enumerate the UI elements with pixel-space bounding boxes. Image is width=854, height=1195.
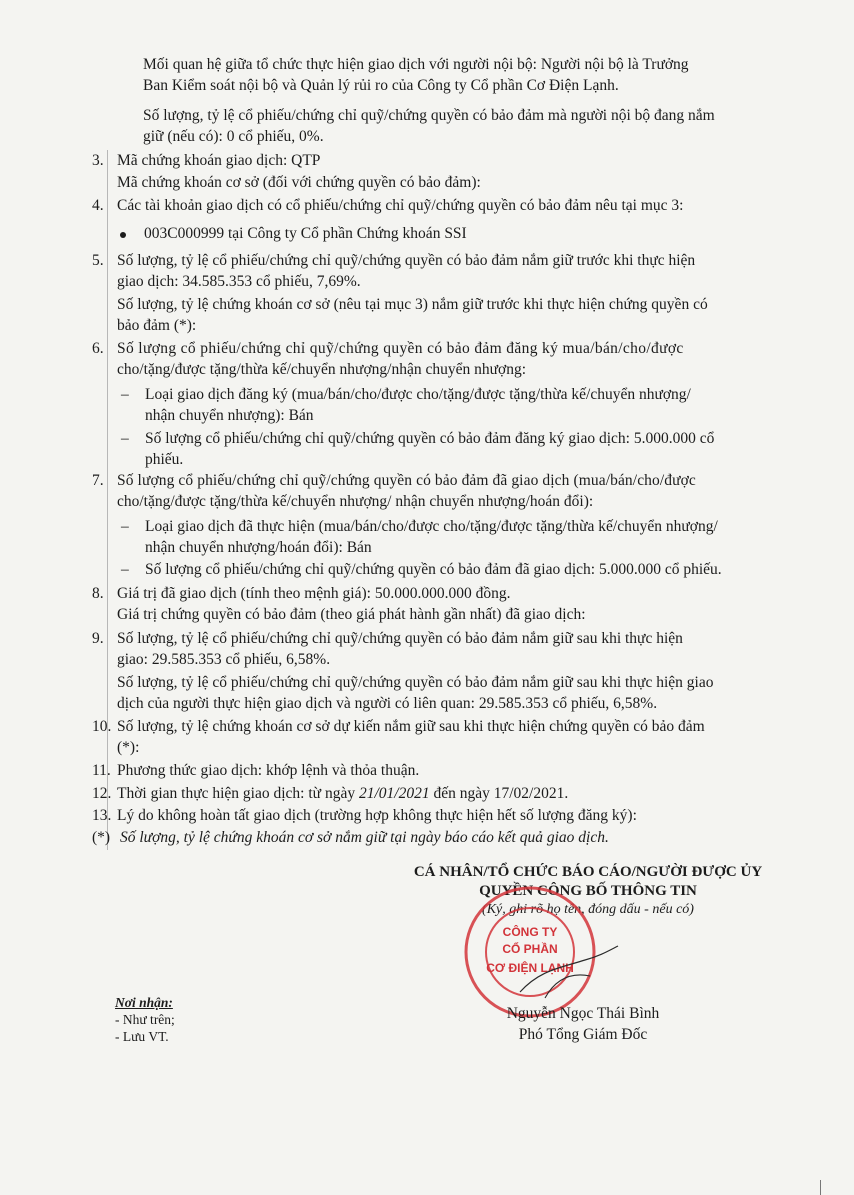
- relationship-line-1: Mối quan hệ giữa tổ chức thực hiện giao dịch với người nội bộ: Người nội bộ là Trưởng: [143, 56, 689, 73]
- item-6-line-1: Số lượng cổ phiếu/chứng chỉ quỹ/chứng quyền có bảo đảm đăng ký mua/bán/cho/được: [117, 340, 684, 357]
- footnote-mark: (*): [92, 829, 111, 846]
- signature-title-line-1: CÁ NHÂN/TỔ CHỨC BÁO CÁO/NGƯỜI ĐƯỢC ỦY: [413, 864, 763, 880]
- insider-holding-line-1: Số lượng, tỷ lệ cổ phiếu/chứng chỉ quỹ/chứng quyền có bảo đảm mà người nội bộ đang nắm: [143, 107, 715, 124]
- item-5-line-1: Số lượng, tỷ lệ cổ phiếu/chứng chỉ quỹ/chứng quyền có bảo đảm nắm giữ trước khi thực hiện: [117, 252, 696, 269]
- item-number-11: 11.: [92, 762, 111, 779]
- item-9-line-3: Số lượng, tỷ lệ cổ phiếu/chứng chỉ quỹ/chứng quyền có bảo đảm nắm giữ sau khi thực hiện giao: [117, 674, 714, 691]
- item-5-line-2: giao dịch: 34.585.353 cổ phiếu, 7,69%.: [117, 273, 361, 290]
- item-10-line-2: (*):: [117, 739, 140, 756]
- item-number-4: 4.: [92, 197, 104, 214]
- item-8-line-1: Giá trị đã giao dịch (tính theo mệnh giá): 50.000.000.000 đồng.: [117, 585, 511, 602]
- dash-icon: –: [121, 561, 129, 578]
- item-12-end-text: đến ngày 17/02/2021.: [429, 785, 569, 802]
- signature-hint: (Ký, ghi rõ họ tên, đóng dấu - nếu có): [482, 902, 694, 917]
- item-8-line-2: Giá trị chứng quyền có bảo đảm (theo giá phát hành gần nhất) đã giao dịch:: [117, 606, 586, 623]
- item-10-line-1: Số lượng, tỷ lệ chứng khoán cơ sở dự kiến nắm giữ sau khi thực hiện chứng quyền có bảo đảm: [117, 718, 705, 735]
- dash-icon: –: [121, 386, 129, 403]
- insider-holding-line-2: giữ (nếu có): 0 cổ phiếu, 0%.: [143, 128, 324, 145]
- recipients-heading: Nơi nhận:: [115, 995, 173, 1010]
- footnote-text: Số lượng, tỷ lệ chứng khoán cơ sở nắm giữ tại ngày báo cáo kết quả giao dịch.: [120, 829, 609, 846]
- item-number-10: 10.: [92, 718, 112, 735]
- signature-title-line-2: QUYỀN CÔNG BỐ THÔNG TIN: [479, 883, 697, 899]
- item-number-3: 3.: [92, 152, 104, 169]
- item-number-8: 8.: [92, 585, 104, 602]
- item-13-line: Lý do không hoàn tất giao dịch (trường hợp không thực hiện hết số lượng đăng ký):: [117, 807, 637, 824]
- item-6-line-6: phiếu.: [145, 451, 184, 468]
- seal-line-2: CỔ PHẦN: [502, 942, 558, 956]
- signer-position: Phó Tổng Giám Đốc: [518, 1026, 648, 1043]
- item-9-line-1: Số lượng, tỷ lệ cổ phiếu/chứng chỉ quỹ/chứng quyền có bảo đảm nắm giữ sau khi thực hiện: [117, 630, 683, 647]
- item-6-line-3: Loại giao dịch đăng ký (mua/bán/cho/được cho/tặng/được tặng/thừa kế/chuyển nhượng/: [145, 386, 691, 403]
- item-number-6: 6.: [92, 340, 104, 357]
- item-7-line-4: nhận chuyển nhượng/hoán đổi): Bán: [145, 539, 372, 556]
- item-9-line-2: giao: 29.585.353 cổ phiếu, 6,58%.: [117, 651, 331, 668]
- item-number-5: 5.: [92, 252, 104, 269]
- item-12-text: Thời gian thực hiện giao dịch: từ ngày: [117, 785, 359, 802]
- item-7-line-1: Số lượng cổ phiếu/chứng chỉ quỹ/chứng quyền có bảo đảm đã giao dịch (mua/bán/cho/được: [117, 472, 696, 489]
- item-12-start-date: 21/01/2021: [358, 785, 430, 802]
- left-margin-rule: [107, 150, 108, 850]
- relationship-line-2: Ban Kiểm soát nội bộ và Quản lý rủi ro của Công ty Cổ phần Cơ Điện Lạnh.: [143, 77, 619, 94]
- dash-icon: –: [121, 518, 129, 535]
- item-7-line-5: Số lượng cổ phiếu/chứng chỉ quỹ/chứng quyền có bảo đảm đã giao dịch: 5.000.000 cổ phiếu.: [145, 561, 722, 578]
- item-9-line-4: dịch của người thực hiện giao dịch và người có liên quan: 29.585.353 cổ phiếu, 6,58%.: [117, 695, 658, 712]
- item-5-line-3: Số lượng, tỷ lệ chứng khoán cơ sở (nêu tại mục 3) nắm giữ trước khi thực hiện chứng quyền có: [117, 296, 708, 313]
- right-edge-mark: [820, 1180, 821, 1195]
- item-number-7: 7.: [92, 472, 104, 489]
- item-7-line-2: cho/tặng/được tặng/thừa kế/chuyển nhượng/ nhận chuyển nhượng/hoán đổi):: [117, 493, 594, 510]
- item-number-12: 12.: [92, 785, 112, 802]
- seal-line-1: CÔNG TY: [502, 925, 558, 939]
- item-3-line-1: Mã chứng khoán giao dịch: QTP: [117, 152, 321, 169]
- seal-line-3: CƠ ĐIỆN LẠNH: [486, 961, 574, 975]
- item-5-line-4: bảo đảm (*):: [117, 317, 197, 334]
- item-6-line-5: Số lượng cổ phiếu/chứng chỉ quỹ/chứng quyền có bảo đảm đăng ký giao dịch: 5.000.000 cổ: [145, 430, 715, 447]
- recipient-item: - Như trên;: [115, 1012, 175, 1027]
- item-4-line-1: Các tài khoản giao dịch có cổ phiếu/chứng chỉ quỹ/chứng quyền có bảo đảm nêu tại mục 3:: [117, 197, 684, 214]
- dash-icon: –: [121, 430, 129, 447]
- item-7-line-3: Loại giao dịch đã thực hiện (mua/bán/cho/được cho/tặng/được tặng/thừa kế/chuyển nhượng/: [145, 518, 718, 535]
- item-number-13: 13.: [92, 807, 112, 824]
- item-6-line-2: cho/tặng/được tặng/thừa kế/chuyển nhượng/nhận chuyển nhượng:: [117, 361, 527, 378]
- recipient-item: - Lưu VT.: [115, 1029, 169, 1044]
- item-3-line-2: Mã chứng khoán cơ sở (đối với chứng quyền có bảo đảm):: [117, 174, 481, 191]
- item-6-line-4: nhận chuyển nhượng): Bán: [145, 407, 314, 424]
- item-12-line: [117, 784, 568, 804]
- signer-name: Nguyễn Ngọc Thái Bình: [506, 1005, 660, 1022]
- item-11-line: Phương thức giao dịch: khớp lệnh và thỏa thuận.: [117, 762, 420, 779]
- item-4-account: 003C000999 tại Công ty Cổ phần Chứng khoán SSI: [144, 225, 467, 242]
- item-number-9: 9.: [92, 630, 104, 647]
- bullet-icon: [120, 232, 126, 238]
